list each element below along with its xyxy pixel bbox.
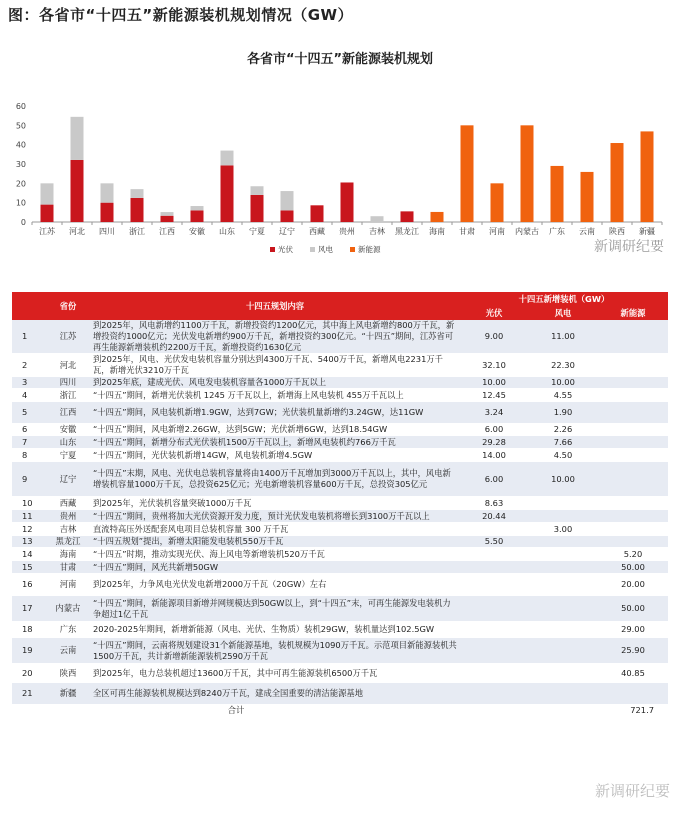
row-pv — [460, 596, 528, 622]
row-index: 5 — [12, 402, 46, 424]
table-row — [12, 402, 668, 424]
row-content: “十四五”时期，推动实现光伏、海上风电等新增装机520万千瓦 — [90, 548, 460, 561]
table-row — [12, 377, 668, 389]
row-index: 8 — [12, 449, 46, 462]
row-index: 1 — [12, 320, 46, 354]
row-content: “十四五”期间，风电新增2.26GW，达到5GW；光伏新增6GW，达到18.54GW — [90, 424, 460, 436]
bar-新能源 — [431, 212, 444, 222]
table-row — [12, 536, 668, 548]
row-index: 6 — [12, 424, 46, 436]
row-newenergy — [598, 449, 668, 462]
x-tick-label: 吉林 — [369, 227, 385, 236]
y-tick-label: 0 — [20, 218, 26, 227]
row-newenergy — [598, 683, 668, 705]
row-wind — [528, 664, 598, 683]
row-province: 广东 — [46, 622, 90, 638]
row-newenergy — [598, 497, 668, 510]
bar-风电 — [161, 212, 174, 216]
x-tick-label: 陕西 — [609, 227, 625, 236]
row-content: 到2025年底，建成光伏、风电发电装机容量各1000万千瓦以上 — [90, 377, 460, 389]
row-index: 19 — [12, 638, 46, 664]
table-row — [12, 510, 668, 523]
x-tick-label: 甘肃 — [459, 227, 475, 236]
chart-title: 各省市“十四五”新能源装机规划 — [246, 52, 434, 67]
row-province: 江苏 — [46, 320, 90, 354]
row-province: 河南 — [46, 574, 90, 596]
row-index: 9 — [12, 462, 46, 497]
row-content: “十四五”期间，新能源项目新增并网规模达到50GW以上，到“十四五”末，可再生能源发电装机力争超过1亿千瓦 — [90, 596, 460, 622]
row-wind — [528, 622, 598, 638]
row-wind: 7.66 — [528, 436, 598, 449]
total-value: 721.7 — [460, 705, 668, 717]
row-wind — [528, 548, 598, 561]
row-newenergy — [598, 510, 668, 523]
row-pv — [460, 638, 528, 664]
chart-bars — [41, 117, 654, 222]
x-tick-label: 浙江 — [129, 227, 145, 236]
row-province: 宁夏 — [46, 449, 90, 462]
row-content: “十四五”期间，风光共新增50GW — [90, 561, 460, 574]
row-province: 海南 — [46, 548, 90, 561]
header-pv: 光伏 — [460, 306, 528, 320]
bar-光伏 — [251, 195, 264, 222]
row-content: 到2025年，力争风电光伏发电新增2000万千瓦（20GW）左右 — [90, 574, 460, 596]
y-tick-label: 60 — [15, 102, 26, 111]
row-province: 云南 — [46, 638, 90, 664]
y-tick-label: 30 — [15, 160, 26, 169]
bar-光伏 — [281, 210, 294, 222]
table-row — [12, 683, 668, 705]
y-tick-label: 10 — [15, 198, 26, 208]
table-row — [12, 561, 668, 574]
row-index: 20 — [12, 664, 46, 683]
row-index: 21 — [12, 683, 46, 705]
row-content: 全区可再生能源装机规模达到8240万千瓦，建成全国重要的清洁能源基地 — [90, 683, 460, 705]
row-index: 10 — [12, 497, 46, 510]
chart-legend — [270, 244, 381, 254]
y-tick-label: 20 — [15, 179, 26, 189]
row-pv — [460, 523, 528, 536]
row-index: 16 — [12, 574, 46, 596]
row-province: 辽宁 — [46, 462, 90, 497]
row-pv: 14.00 — [460, 449, 528, 462]
row-content: “十四五规划”提出，新增太阳能发电装机550万千瓦 — [90, 536, 460, 548]
row-province: 浙江 — [46, 389, 90, 402]
header-group: 十四五新增装机（GW） — [460, 292, 668, 306]
table-row — [12, 574, 668, 596]
bar-风电 — [251, 186, 264, 195]
table-row — [12, 354, 668, 377]
row-wind — [528, 497, 598, 510]
bar-光伏 — [101, 203, 114, 222]
row-pv: 6.00 — [460, 462, 528, 497]
x-tick-label: 宁夏 — [249, 227, 265, 236]
bar-新能源 — [611, 143, 624, 222]
row-index: 18 — [12, 622, 46, 638]
row-wind: 4.50 — [528, 449, 598, 462]
row-content: “十四五”期间，风电装机新增1.9GW，达到7GW；光伏装机量新增约3.24GW，达11GW — [90, 402, 460, 424]
row-province: 吉林 — [46, 523, 90, 536]
row-content: 到2025年，风电新增约1100万千瓦，新增投资约1200亿元，其中海上风电新增约800万千瓦，新增投资约1000亿元；光伏发电新增约900万千瓦，新增投资约300亿元。“十四五”期间，江苏省可再生能源新增装机约2200万千瓦，新增投资约1630亿元 — [90, 320, 460, 354]
row-newenergy — [598, 320, 668, 354]
x-tick-label: 河南 — [489, 227, 505, 236]
row-index: 4 — [12, 389, 46, 402]
row-wind — [528, 683, 598, 705]
x-tick-label: 辽宁 — [279, 227, 295, 236]
table-row — [12, 622, 668, 638]
row-wind: 4.55 — [528, 389, 598, 402]
legend-swatch — [350, 247, 355, 252]
row-wind: 3.00 — [528, 523, 598, 536]
row-wind: 10.00 — [528, 377, 598, 389]
row-province: 贵州 — [46, 510, 90, 523]
bar-chart — [0, 30, 680, 290]
row-newenergy — [598, 536, 668, 548]
row-wind — [528, 596, 598, 622]
row-pv — [460, 622, 528, 638]
y-tick-label: 40 — [15, 140, 26, 150]
row-content: “十四五”期间，新增分布式光伏装机1500万千瓦以上，新增风电装机约766万千瓦 — [90, 436, 460, 449]
row-pv — [460, 574, 528, 596]
row-pv: 6.00 — [460, 424, 528, 436]
row-newenergy: 29.00 — [598, 622, 668, 638]
row-index: 3 — [12, 377, 46, 389]
bar-风电 — [371, 216, 384, 222]
row-pv: 29.28 — [460, 436, 528, 449]
row-pv: 3.24 — [460, 402, 528, 424]
bar-风电 — [221, 151, 234, 166]
row-wind: 10.00 — [528, 462, 598, 497]
watermark-bottom: 新调研纪要 — [594, 782, 670, 800]
row-content: 到2025年，风电、光伏发电装机容量分别达到4300万千瓦、5400万千瓦，新增风电2231万千瓦，新增光伏3210万千瓦 — [90, 354, 460, 377]
row-province: 黑龙江 — [46, 536, 90, 548]
x-tick-label: 海南 — [429, 227, 445, 236]
figure-title: 图：各省市“十四五”新能源装机规划情况（GW） — [8, 6, 354, 24]
row-pv: 12.45 — [460, 389, 528, 402]
table-row — [12, 320, 668, 354]
table-row — [12, 523, 668, 536]
x-tick-label: 云南 — [579, 227, 595, 236]
bar-新能源 — [641, 131, 654, 222]
row-pv: 9.00 — [460, 320, 528, 354]
table-total-row — [12, 705, 668, 717]
row-province: 内蒙古 — [46, 596, 90, 622]
x-tick-label: 贵州 — [339, 227, 355, 236]
legend-swatch — [310, 247, 315, 252]
row-newenergy: 5.20 — [598, 548, 668, 561]
x-tick-label: 黑龙江 — [395, 227, 419, 236]
row-province: 西藏 — [46, 497, 90, 510]
row-province: 甘肃 — [46, 561, 90, 574]
x-tick-label: 内蒙古 — [515, 227, 539, 236]
row-newenergy — [598, 436, 668, 449]
row-wind — [528, 536, 598, 548]
watermark: 新调研纪要 — [594, 239, 664, 255]
x-tick-label: 四川 — [99, 227, 115, 236]
table-row — [12, 449, 668, 462]
row-province: 山东 — [46, 436, 90, 449]
row-pv: 8.63 — [460, 497, 528, 510]
header-newenergy: 新能源 — [598, 306, 668, 320]
row-newenergy — [598, 424, 668, 436]
bar-光伏 — [221, 165, 234, 222]
row-wind — [528, 510, 598, 523]
row-newenergy — [598, 402, 668, 424]
total-label: 合计 — [12, 705, 460, 717]
x-tick-label: 江西 — [159, 227, 175, 236]
row-pv — [460, 683, 528, 705]
row-newenergy: 40.85 — [598, 664, 668, 683]
row-content: “十四五”期间，贵州将加大光伏资源开发力度，预计光伏发电装机将增长到3100万千瓦以上 — [90, 510, 460, 523]
bar-新能源 — [551, 166, 564, 222]
row-pv: 32.10 — [460, 354, 528, 377]
bar-光伏 — [161, 216, 174, 222]
bar-新能源 — [461, 125, 474, 222]
bar-新能源 — [491, 183, 504, 222]
row-wind: 2.26 — [528, 424, 598, 436]
row-wind — [528, 574, 598, 596]
bar-风电 — [101, 183, 114, 202]
row-newenergy — [598, 389, 668, 402]
table-row — [12, 424, 668, 436]
row-newenergy — [598, 462, 668, 497]
row-index: 12 — [12, 523, 46, 536]
row-province: 陕西 — [46, 664, 90, 683]
bar-新能源 — [521, 125, 534, 222]
bar-光伏 — [41, 205, 54, 222]
row-newenergy: 50.00 — [598, 596, 668, 622]
table-row — [12, 497, 668, 510]
x-tick-label: 安徽 — [189, 227, 205, 236]
row-newenergy — [598, 354, 668, 377]
bar-光伏 — [341, 182, 354, 222]
legend-label: 新能源 — [358, 245, 381, 254]
row-pv: 20.44 — [460, 510, 528, 523]
header-content: 十四五规划内容 — [90, 292, 460, 320]
row-newenergy — [598, 377, 668, 389]
bar-光伏 — [71, 160, 84, 222]
row-newenergy — [598, 523, 668, 536]
row-index: 2 — [12, 354, 46, 377]
table-row — [12, 548, 668, 561]
row-pv: 5.50 — [460, 536, 528, 548]
bar-风电 — [131, 189, 144, 198]
row-province: 安徽 — [46, 424, 90, 436]
y-tick-label: 50 — [15, 121, 26, 131]
table-row — [12, 596, 668, 622]
x-tick-label: 新疆 — [639, 227, 655, 236]
row-content: “十四五”期间，云南将规划建设31个新能源基地，装机规模为1090万千瓦。示范项目新能源装机共1500万千瓦，共计新增新能源装机2590万千瓦 — [90, 638, 460, 664]
bar-光伏 — [191, 210, 204, 222]
row-province: 新疆 — [46, 683, 90, 705]
bar-新能源 — [581, 172, 594, 222]
header-wind: 风电 — [528, 306, 598, 320]
table-body — [12, 320, 668, 717]
row-newenergy: 25.90 — [598, 638, 668, 664]
legend-swatch — [270, 247, 275, 252]
row-content: 到2025年，电力总装机超过13600万千瓦，其中可再生能源装机6500万千瓦 — [90, 664, 460, 683]
header-idx — [12, 292, 46, 320]
row-wind — [528, 561, 598, 574]
table-row — [12, 638, 668, 664]
row-content: 到2025年，光伏装机容量突破1000万千瓦 — [90, 497, 460, 510]
row-newenergy: 20.00 — [598, 574, 668, 596]
row-pv: 10.00 — [460, 377, 528, 389]
table-row — [12, 389, 668, 402]
row-content: “十四五”期间，新增光伏装机 1245 万千瓦以上，新增海上风电装机 455万千瓦以上 — [90, 389, 460, 402]
x-tick-label: 河北 — [69, 227, 85, 236]
row-province: 四川 — [46, 377, 90, 389]
row-pv — [460, 548, 528, 561]
bar-风电 — [281, 191, 294, 210]
row-wind: 22.30 — [528, 354, 598, 377]
row-content: 直流特高压外送配套风电项目总装机容量 300 万千瓦 — [90, 523, 460, 536]
x-tick-label: 山东 — [219, 227, 235, 236]
bar-光伏 — [131, 198, 144, 222]
row-content: “十四五”末期，风电、光伏电总装机容量将由1400万千瓦增加到3000万千瓦以上，其中，风电新增装机容量1000万千瓦，总投资625亿元；光电新增装机容量600万千瓦，总投资305亿元 — [90, 462, 460, 497]
legend-label: 光伏 — [278, 245, 293, 254]
row-province: 江西 — [46, 402, 90, 424]
table-row — [12, 436, 668, 449]
row-pv — [460, 664, 528, 683]
row-newenergy: 50.00 — [598, 561, 668, 574]
bar-光伏 — [311, 205, 324, 222]
table-row — [12, 462, 668, 497]
row-index: 7 — [12, 436, 46, 449]
row-index: 13 — [12, 536, 46, 548]
x-tick-label: 江苏 — [39, 227, 55, 236]
plan-table — [12, 292, 668, 717]
x-tick-label: 西藏 — [309, 227, 325, 236]
row-index: 14 — [12, 548, 46, 561]
table-header-row — [12, 292, 668, 306]
row-content: “十四五”期间，光伏装机新增14GW，风电装机新增4.5GW — [90, 449, 460, 462]
bar-风电 — [71, 117, 84, 160]
row-content: 2020-2025年期间，新增新能源（风电、光伏、生物质）装机29GW，装机量达到102.5GW — [90, 622, 460, 638]
bar-风电 — [191, 206, 204, 210]
row-pv — [460, 561, 528, 574]
row-province: 河北 — [46, 354, 90, 377]
table-row — [12, 664, 668, 683]
row-index: 11 — [12, 510, 46, 523]
header-province: 省份 — [46, 292, 90, 320]
bar-风电 — [41, 183, 54, 204]
row-wind — [528, 638, 598, 664]
row-index: 15 — [12, 561, 46, 574]
x-tick-label: 广东 — [549, 227, 565, 236]
row-index: 17 — [12, 596, 46, 622]
row-wind: 11.00 — [528, 320, 598, 354]
legend-label: 风电 — [318, 245, 333, 254]
row-wind: 1.90 — [528, 402, 598, 424]
bar-光伏 — [401, 211, 414, 222]
